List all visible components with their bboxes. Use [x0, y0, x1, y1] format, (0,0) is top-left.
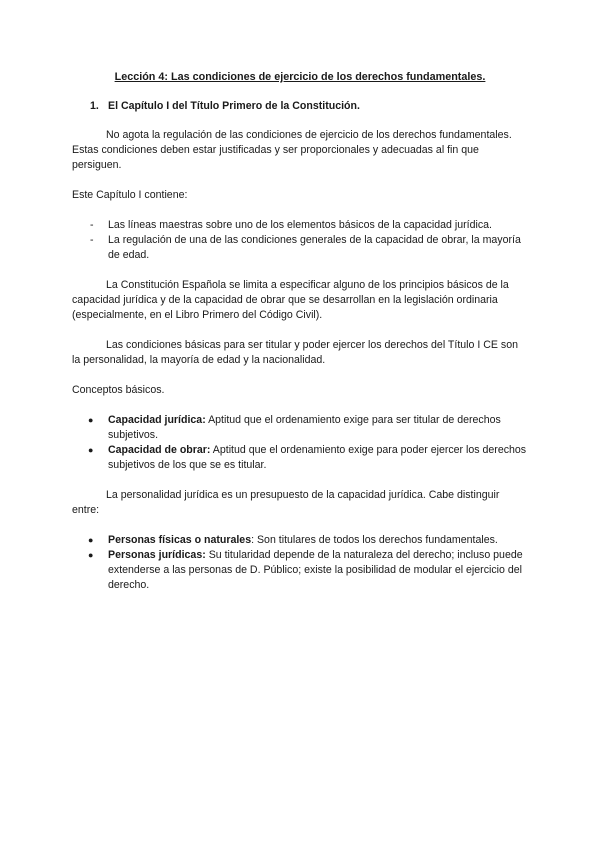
list-item-text: La regulación de una de las condiciones generales de la capacidad de obrar, la mayoría de edad. [108, 234, 521, 261]
concept-term: Capacidad jurídica: [108, 414, 206, 426]
list-item-text: Las líneas maestras sobre uno de los elementos básicos de la capacidad jurídica. [108, 219, 492, 231]
list-item [72, 548, 528, 593]
person-text: : Son titulares de todos los derechos fundamentales. [251, 534, 498, 546]
paragraph-constitution: La Constitución Española se limita a especificar alguno de los principios básicos de la capacidad jurídica y de la capacidad de obrar que se desarrollan en la legislación ordinaria (especialmente, en el Libro Primero del Código Civil). [72, 279, 509, 321]
list-item [72, 218, 528, 233]
bullet-icon: ● [88, 445, 94, 455]
persons-list [72, 533, 528, 593]
paragraph-personality: La personalidad jurídica es un presupuesto de la capacidad jurídica. Cabe distinguir entre: [72, 489, 500, 516]
bullet-icon: ● [88, 550, 94, 560]
dash-list [72, 218, 528, 263]
person-term: Personas jurídicas: [108, 549, 206, 561]
paragraph-concepts-heading: Conceptos básicos. [72, 384, 165, 396]
section-heading [72, 99, 528, 114]
concepts-list [72, 413, 528, 473]
paragraph-contains: Este Capítulo I contiene: [72, 189, 188, 201]
concept-text: Aptitud que el ordenamiento exige para ser titular de derechos subjetivos. [108, 414, 501, 441]
dash-marker: - [90, 234, 94, 246]
section-number: 1. [90, 100, 99, 112]
list-item [72, 233, 528, 263]
document-page [72, 70, 528, 608]
list-item [72, 533, 528, 548]
bullet-icon: ● [88, 535, 94, 545]
person-text: Su titularidad depende de la naturaleza del derecho; incluso puede extenderse a las personas de D. Público; existe la posibilidad de modular el ejercicio del derecho. [108, 549, 523, 591]
paragraph-conditions: Las condiciones básicas para ser titular y poder ejercer los derechos del Título I CE son la personalidad, la mayoría de edad y la nacionalidad. [72, 339, 518, 366]
bullet-icon: ● [88, 415, 94, 425]
page-title: Lección 4: Las condiciones de ejercicio de los derechos fundamentales. [114, 71, 486, 83]
paragraph-intro: No agota la regulación de las condiciones de ejercicio de los derechos fundamentales. Estas condiciones deben estar justificadas y ser proporcionales y adecuadas al fin que persiguen. [72, 129, 512, 171]
concept-text: Aptitud que el ordenamiento exige para poder ejercer los derechos subjetivos de los que se es titular. [108, 444, 527, 471]
person-term: Personas físicas o naturales [108, 534, 252, 546]
section-heading-text: El Capítulo I del Título Primero de la Constitución. [108, 100, 360, 112]
concept-term: Capacidad de obrar: [108, 444, 211, 456]
dash-marker: - [90, 219, 94, 231]
list-item [72, 413, 528, 443]
list-item [72, 443, 528, 473]
